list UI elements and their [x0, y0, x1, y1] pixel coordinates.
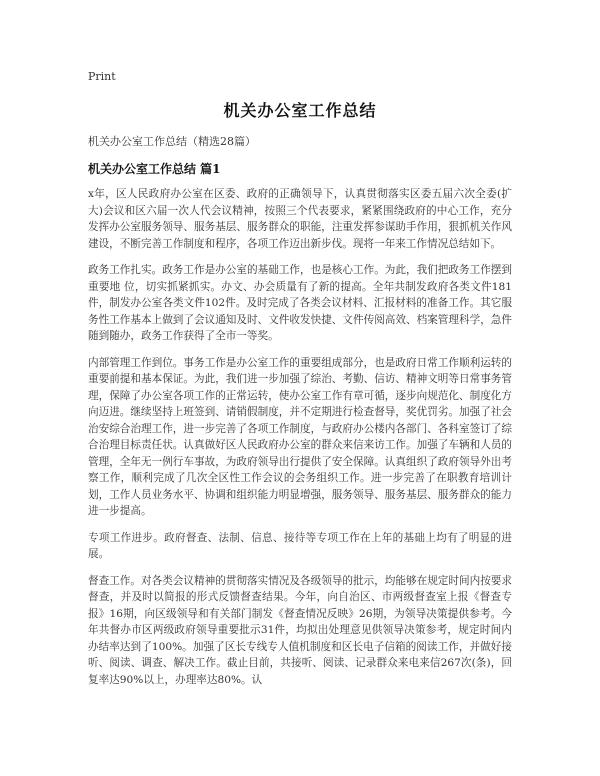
paragraph-3: 内部管理工作到位。事务工作是办公室工作的重要组成部分，也是政府日常工作顺利运转的重要前提和基本保证。为此，我们进一步加强了综治、考勤、信访、精神文明等日常事务管理，保障了办公室各项工作的正常运转，使办公室工作有章可循，逐步向规范化、制度化方向迈进。继续坚持上班签到、请销假制度，并不定期进行检查督导，奖优罚劣。加强了社会治安综合治理工作，进一步完善了各项工作制度，与政府办公楼内各部门、各科室签订了综合治理目标责任状。认真做好区人民政府办公室的群众来信来访工作。加强了车辆和人员的管理，全年无一例行车事故，为政府领导出行提供了安全保障。认真组织了政府领导外出考察工作，顺利完成了几次全区性工作会议的会务组织工作。进一步完善了在职教育培训计划，工作人员业务水平、协调和组织能力明显增强，服务领导、服务基层、服务群众的能力进一步提高。 — [88, 356, 512, 517]
document-body — [88, 186, 512, 698]
document-title: 机关办公室工作总结 — [223, 101, 377, 120]
print-link[interactable]: Print — [88, 70, 116, 83]
document-subtitle: 机关办公室工作总结（精选28篇） — [88, 135, 256, 148]
document-page — [88, 0, 512, 776]
section-heading: 机关办公室工作总结 篇1 — [88, 162, 221, 176]
paragraph-1: x年，区人民政府办公室在区委、政府的正确领导下，认真贯彻落实区委五届六次全委(扩大)会议和区六届一次人代会议精神，按照三个代表要求，紧紧围绕政府的中心工作，充分发挥办公室服务领导、服务基层、服务群众的职能，注重发挥参谋助手作用，狠抓机关作风建设，不断完善工作制度和程序，各项工作迈出新步伐。现将一年来工作情况总结如下。 — [88, 188, 512, 250]
paragraph-2: 政务工作扎实。政务工作是办公室的基础工作，也是核心工作。为此，我们把政务工作摆到重要地 位，切实抓紧抓实。办文、办会质量有了新的提高。全年共制发政府各类文件181件，制发办公室各类文件102件。及时完成了各类会议材料、汇报材料的准备工作。其它服务性工作基本上做到了会议通知及时、文件收发快捷、文件传阅高效、档案管理科学，急件随到随办，政务工作获得了全市一等奖。 — [88, 264, 512, 342]
paragraph-5: 督查工作。对各类会议精神的贯彻落实情况及各级领导的批示，均能够在规定时间内按要求督查，并及时以简报的形式反馈督查结果。今年，向自治区、市两级督查室上报《督查专报》16期，向区级领导和有关部门制发《督查情况反映》26期，为领导决策提供参考。今年共督办市区两级政府领导重要批示31件，均拟出处理意见供领导决策参考，规定时间内办结率达到了100%。加强了区长专线专人值机制度和区长电子信箱的阅读工作，并做好接听、阅读、调查、解决工作。截止目前，共接听、阅读、记录群众来电来信267次(条)，回复率达90%以上，办理率达80%。认 — [88, 574, 512, 686]
paragraph-4: 专项工作进步。政府督查、法制、信息、接待等专项工作在上年的基础上均有了明显的进展。 — [88, 531, 512, 560]
